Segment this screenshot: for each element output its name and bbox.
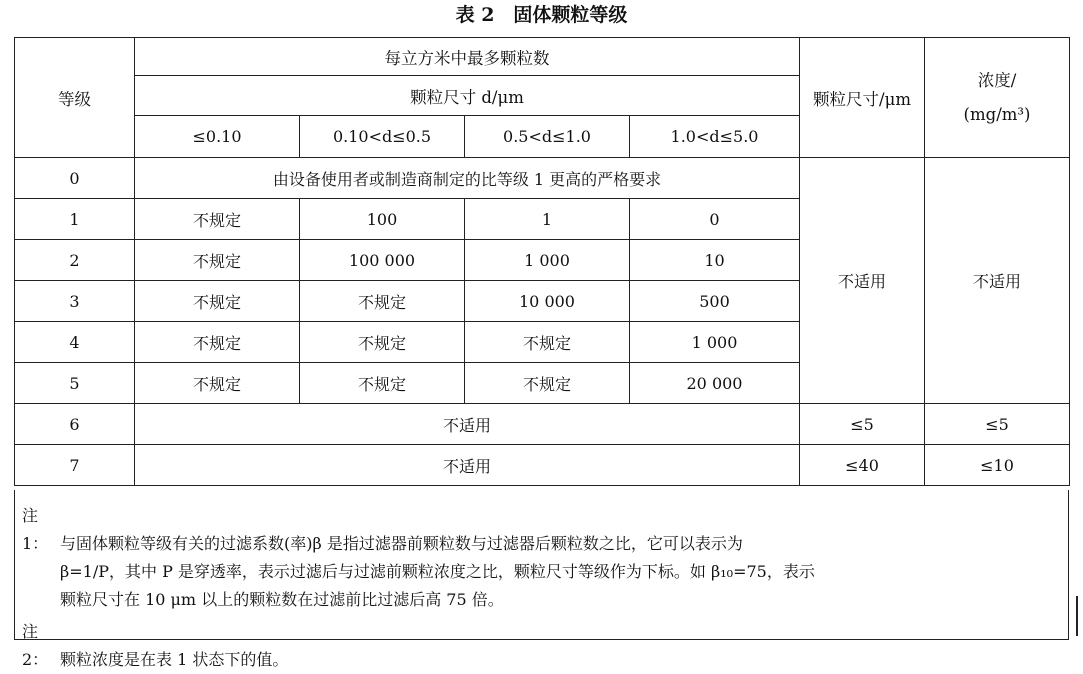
grade-cell: 6 bbox=[15, 404, 135, 445]
table-cell: 不规定 bbox=[300, 281, 465, 322]
note-1-label: 注 1： bbox=[22, 506, 49, 553]
concentration-limit-cell: ≤10 bbox=[925, 445, 1070, 486]
note-1-line-1: 与固体颗粒等级有关的过滤系数(率)β 是指过滤器前颗粒数与过滤器后颗粒数之比，它可以表示为 bbox=[60, 534, 743, 553]
scan-edge-mark bbox=[1076, 596, 1078, 636]
solid-particle-grade-table bbox=[14, 37, 1070, 486]
table-cell: 不规定 bbox=[465, 322, 630, 363]
size-range: 0.5<d≤1.0 bbox=[465, 116, 630, 158]
grade-cell: 7 bbox=[15, 445, 135, 486]
table-row bbox=[15, 404, 1070, 445]
header-concentration bbox=[925, 38, 1070, 158]
table-cell: 100 bbox=[300, 199, 465, 240]
grade-cell: 1 bbox=[15, 199, 135, 240]
merged-na-concentration: 不适用 bbox=[925, 158, 1070, 404]
grade-cell: 2 bbox=[15, 240, 135, 281]
note-1-line-3: 颗粒尺寸在 10 μm 以上的颗粒数在过滤前比过滤后高 75 倍。 bbox=[60, 590, 504, 609]
grade-cell: 0 bbox=[15, 158, 135, 199]
size-range: ≤0.10 bbox=[135, 116, 300, 158]
table-cell: 20 000 bbox=[630, 363, 800, 404]
table-cell: 不规定 bbox=[300, 322, 465, 363]
note-1-line-2: β=1/P，其中 P 是穿透率，表示过滤后与过滤前颗粒浓度之比，颗粒尺寸等级作为下标。如 β₁₀=75，表示 bbox=[60, 562, 815, 581]
table-caption: 表 2 固体颗粒等级 bbox=[455, 4, 628, 26]
header-grade: 等级 bbox=[15, 38, 135, 158]
table-row bbox=[15, 445, 1070, 486]
table-cell: 10 000 bbox=[465, 281, 630, 322]
note-2-label: 注 2： bbox=[22, 622, 49, 669]
table-cell: 0 bbox=[630, 199, 800, 240]
not-applicable-span: 不适用 bbox=[135, 445, 800, 486]
table-cell: 不规定 bbox=[135, 240, 300, 281]
concentration-unit: (mg/m³) bbox=[963, 104, 1031, 124]
table-cell: 不规定 bbox=[135, 199, 300, 240]
size-limit-cell: ≤40 bbox=[800, 445, 925, 486]
table-cell: 不规定 bbox=[465, 363, 630, 404]
concentration-limit-cell: ≤5 bbox=[925, 404, 1070, 445]
table-cell: 100 000 bbox=[300, 240, 465, 281]
merged-na-size: 不适用 bbox=[800, 158, 925, 404]
table-notes bbox=[14, 490, 1069, 669]
table-cell: 不规定 bbox=[135, 322, 300, 363]
size-range: 0.10<d≤0.5 bbox=[300, 116, 465, 158]
grade-0-requirement: 由设备使用者或制造商制定的比等级 1 更高的严格要求 bbox=[135, 158, 800, 199]
table-cell: 1 000 bbox=[465, 240, 630, 281]
table-cell: 1 000 bbox=[630, 322, 800, 363]
not-applicable-span: 不适用 bbox=[135, 404, 800, 445]
header-max-count: 每立方米中最多颗粒数 bbox=[135, 38, 800, 76]
grade-cell: 4 bbox=[15, 322, 135, 363]
size-range: 1.0<d≤5.0 bbox=[630, 116, 800, 158]
note-2-line-1: 颗粒浓度是在表 1 状态下的值。 bbox=[60, 650, 289, 669]
table-cell: 500 bbox=[630, 281, 800, 322]
concentration-label: 浓度/ bbox=[977, 70, 1017, 90]
note-1 bbox=[22, 502, 1050, 614]
header-particle-size-d: 颗粒尺寸 d/μm bbox=[135, 76, 800, 116]
table-cell: 不规定 bbox=[135, 363, 300, 404]
size-limit-cell: ≤5 bbox=[800, 404, 925, 445]
grade-cell: 5 bbox=[15, 363, 135, 404]
header-particle-size: 颗粒尺寸/μm bbox=[800, 38, 925, 158]
grade-cell: 3 bbox=[15, 281, 135, 322]
table-row bbox=[15, 158, 1070, 199]
table-cell: 1 bbox=[465, 199, 630, 240]
table-cell: 10 bbox=[630, 240, 800, 281]
table-cell: 不规定 bbox=[300, 363, 465, 404]
table-cell: 不规定 bbox=[135, 281, 300, 322]
note-2 bbox=[22, 618, 1050, 674]
